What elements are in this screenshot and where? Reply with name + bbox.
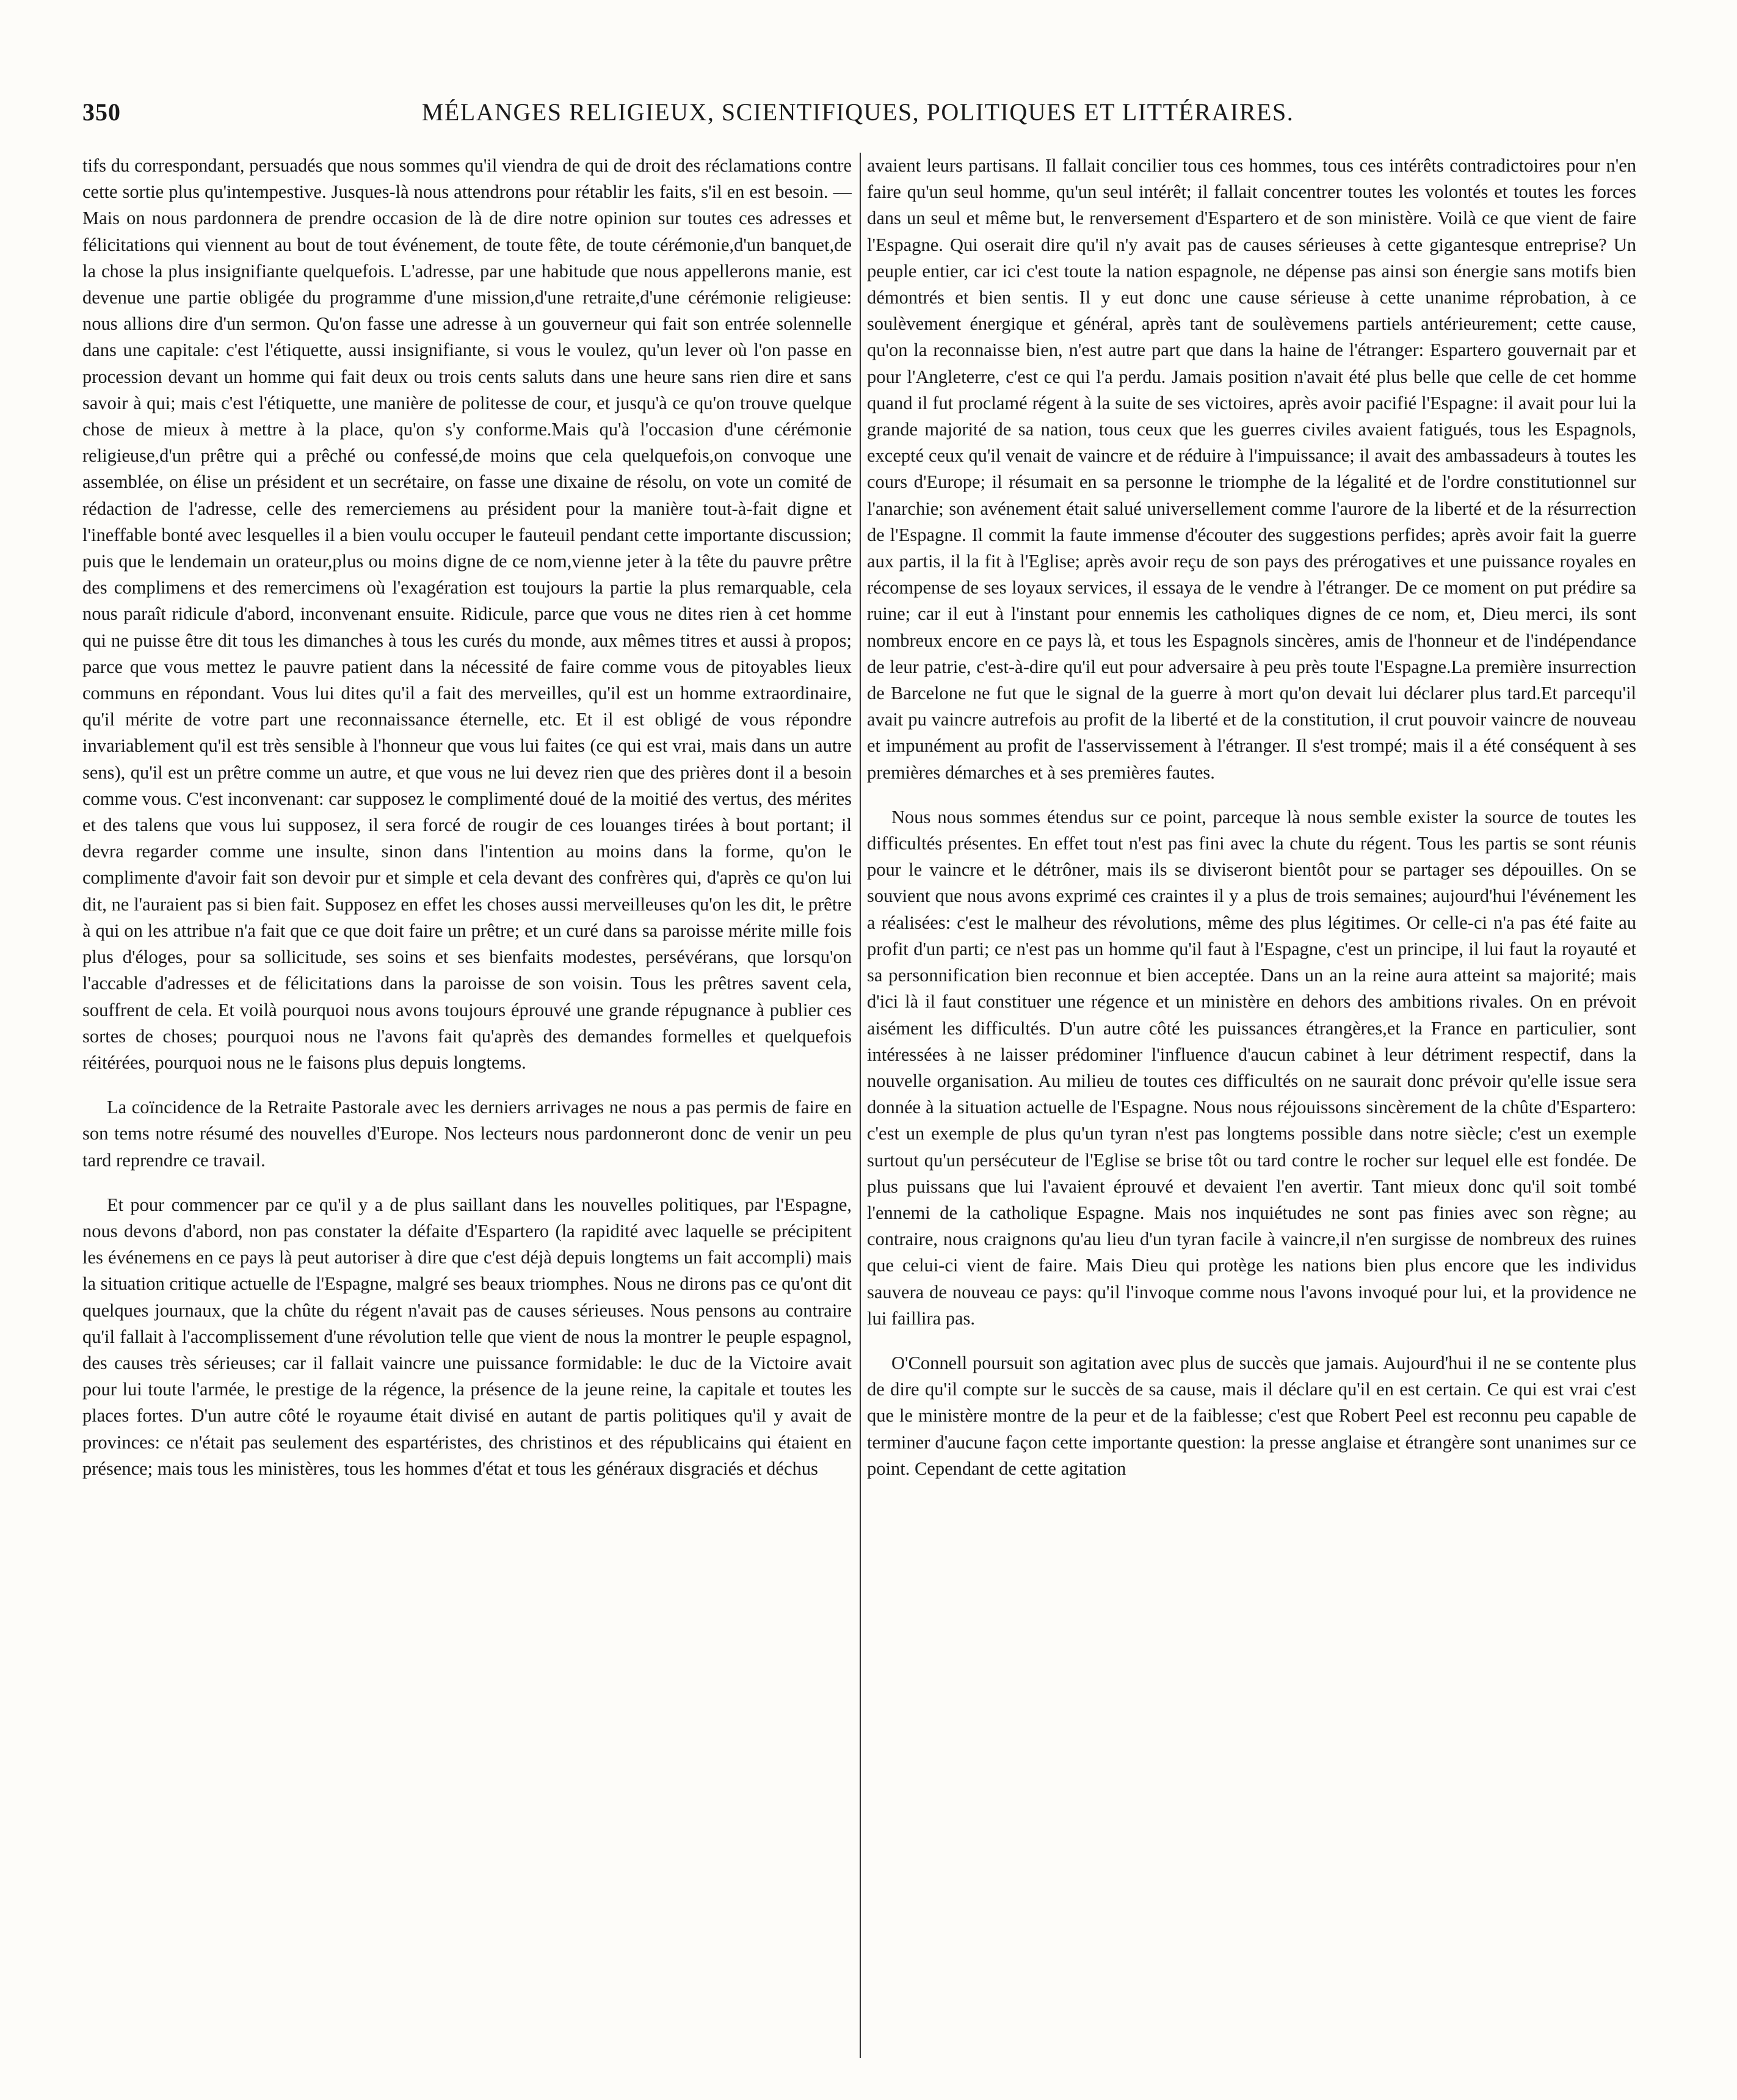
paragraph: Et pour commencer par ce qu'il y a de plus saillant dans les nouvelles politiques, par l'Espagne, nous devons d'abord, non pas constater la défaite d'Espartero (la rapidité avec laquelle se précipitent les événemens en ce pays là peut autoriser à dire que c'est déjà depuis longtems un fait accompli) mais la situation critique actuelle de l'Espagne, malgré ses beaux triomphes. Nous ne dirons pas ce qu'ont dit quelques journaux, que la chûte du régent n'avait pas de causes sérieuses. Nous pensons au contraire qu'il fallait à l'accomplissement d'une révolution telle que vient de nous la montrer le peuple espagnol, des causes très sérieuses; car il fallait vaincre une puissance formidable: le duc de la Victoire avait pour lui toute l'armée, le prestige de la régence, la présence de la jeune reine, la capitale et toutes les places fortes. D'un autre côté le royaume était divisé en autant de partis politiques qu'il y avait de provinces: ce n'était pas seulement des espartéristes, des christinos et des républicains qui étaient en présence; mais tous les ministères, tous les hommes d'état et tous les généraux disgraciés et déchus: [82, 1194, 852, 1479]
paragraph: La coïncidence de la Retraite Pastorale avec les derniers arrivages ne nous a pas permis de faire en son tems notre résumé des nouvelles d'Europe. Nos lecteurs nous pardonneront donc de venir un peu tard reprendre ce travail.: [82, 1097, 852, 1171]
paragraph: O'Connell poursuit son agitation avec plus de succès que jamais. Aujourd'hui il ne se contente plus de dire qu'il compte sur le succès de sa cause, mais il déclare qu'il en est certain. Ce qui est vrai c'est que le ministère montre de la peur et de la faiblesse; c'est que Robert Peel est reconnu peu capable de terminer d'aucune façon cette importante question: la presse anglaise et étrangère sont unanimes sur ce point. Cependant de cette agitation: [867, 1352, 1636, 1479]
running-title: MÉLANGES RELIGIEUX, SCIENTIFIQUES, POLITIQUES ET LITTÉRAIRES.: [421, 98, 1294, 126]
column-divider: [860, 153, 861, 2058]
paragraph: Nous nous sommes étendus sur ce point, parceque là nous semble exister la source de toutes les difficultés présentes. En effet tout n'est pas fini avec la chute du régent. Tous les partis se sont réunis pour le vaincre et le détrôner, mais ils se diviseront bientôt pour se partager ses dépouilles. On se souvient que nous avons exprimé ces craintes il y a plus de trois semaines; aujourd'hui l'événement les a réalisées: c'est le malheur des révolutions, même des plus légitimes. Or celle-ci n'a pas été faite au profit d'un parti; ce n'est pas un homme qu'il faut à l'Espagne, c'est un principe, il lui faut la royauté et sa personnification bien reconnue et bien acceptée. Dans un an la reine aura atteint sa majorité; mais d'ici là il faut constituer une régence et un ministère en dehors des ambitions rivales. On en prévoit aisément les difficultés. D'un autre côté les puissances étrangères,et la France en particulier, sont intéressées à ne laisser prédominer l'influence d'aucun cabinet à leur détriment respectif, dans la nouvelle organisation. Au milieu de toutes ces difficultés on ne saurait donc prévoir qu'elle issue sera donnée à la situation actuelle de l'Espagne. Nous nous réjouissons sincèrement de la chûte d'Espartero: c'est un exemple de plus qu'un tyran n'est pas longtems possible dans notre siècle; c'est un exemple surtout qu'un persécuteur de l'Eglise se brise tôt ou tard contre le rocher sur lequel elle est fondée. De plus puissans que lui l'avaient éprouvé et devaient l'en avertir. Tant mieux donc qu'il soit tombé l'ennemi de la catholique Espagne. Mais nos inquiétudes ne sont pas finies avec son règne; au contraire, nous craignons qu'au lieu d'un tyran facile à vaincre,il n'en surgisse de nombreux des ruines que celui-ci vient de faire. Mais Dieu qui protège les nations bien plus encore que les individus sauvera de nouveau ce pays: qu'il l'invoque comme nous l'avons invoqué pour lui, et la providence ne lui faillira pas.: [867, 806, 1636, 1329]
page-number: 350: [82, 98, 121, 126]
left-column: [82, 153, 852, 2058]
paragraph: tifs du correspondant, persuadés que nous sommes qu'il viendra de qui de droit des réclamations contre cette sortie plus qu'intempestive. Jusques-là nous attendrons pour rétablir les faits, s'il en est besoin. —Mais on nous pardonnera de prendre occasion de là de dire notre opinion sur toutes ces adresses et félicitations qui viennent au bout de tout événement, de toute fête, de toute cérémonie,d'un banquet,de la chose la plus insignifiante quelquefois. L'adresse, par une habitude que nous appellerons manie, est devenue une partie obligée du programme d'une mission,d'une retraite,d'une cérémonie religieuse: nous allions dire d'un sermon. Qu'on fasse une adresse à un gouverneur qui fait son entrée solennelle dans une capitale: c'est l'étiquette, aussi insignifiante, si vous le voulez, qu'un lever où l'on passe en procession devant un homme qui fait deux ou trois cents saluts dans une heure sans rien dire et sans savoir à qui; mais c'est l'étiquette, une manière de politesse de cour, et jusqu'à ce qu'on trouve quelque chose de mieux à mettre à la place, qu'on s'y conforme.Mais qu'à l'occasion d'une cérémonie religieuse,d'un prêtre qui a prêché ou confessé,de moins que cela quelquefois,on convoque une assemblée, on élise un président et un secrétaire, on fasse une dixaine de résolu, on vote un comité de rédaction de l'adresse, celle des remerciemens au président pour la manière tout-à-fait digne et l'ineffable bonté avec lesquelles il a bien voulu occuper le fauteuil pendant cette importante discussion; puis que le lendemain un orateur,plus ou moins digne de ce nom,vienne jeter à la tête du pauvre prêtre des complimens et des remercimens où l'exagération est toujours la partie la plus remarquable, cela nous paraît ridicule d'abord, inconvenant ensuite. Ridicule, parce que vous ne dites rien à cet homme qui ne puisse être dit tous les dimanches à tous les curés du monde, aux mêmes titres et aussi à propos; parce que vous mettez le pauvre patient dans la nécessité de faire comme vous de pitoyables lieux communs en répondant. Vous lui dites qu'il a fait des merveilles, qu'il est un homme extraordinaire, qu'il mérite de votre part une reconnaissance éternelle, etc. Et il est obligé de vous répondre invariablement qu'il est très sensible à l'honneur que vous lui faites (ce qui est vrai, mais dans un autre sens), qu'il est un prêtre comme un autre, et que vous ne lui devez rien que des prières dont il a besoin comme vous. C'est inconvenant: car supposez le complimenté doué de la moitié des vertus, des mérites et des talens que vous lui supposez, il sera forcé de rougir de ces louanges tirées à bout portant; il devra regarder comme une insulte, sinon dans l'intention au moins dans la forme, qu'on le complimente d'avoir fait son devoir pur et simple et cela devant des confrères qui, d'après ce qu'on lui dit, ne l'auraient pas si bien fait. Supposez en effet les choses aussi merveilleuses qu'on les dit, le prêtre à qui on les attribue n'a fait que ce que doit faire un prêtre; et un curé dans sa paroisse mérite mille fois plus d'éloges, pour sa sollicitude, ses soins et ses bienfaits modestes, persévérans, que lorsqu'on l'accable d'adresses et de félicitations dans la paroisse de son voisin. Tous les prêtres savent cela, souffrent de cela. Et voilà pourquoi nous avons toujours éprouvé une grande répugnance à publier ces sortes de choses; pourquoi nous ne l'avons fait qu'après des demandes formelles et quelquefois réitérées, pourquoi nous ne le faisons plus depuis longtems.: [82, 155, 852, 1073]
paragraph: avaient leurs partisans. Il fallait concilier tous ces hommes, tous ces intérêts contradictoires pour n'en faire qu'un seul homme, qu'un seul intérêt; il fallait concentrer toutes les volontés et toutes les forces dans un seul et même but, le renversement d'Espartero et de son ministère. Voilà ce que vient de faire l'Espagne. Qui oserait dire qu'il n'y avait pas de causes sérieuses à cette gigantesque entreprise? Un peuple entier, car ici c'est toute la nation espagnole, ne dépense pas ainsi son énergie sans motifs bien démontrés et bien sentis. Il y eut donc une cause sérieuse à cette unanime réprobation, à ce soulèvement énergique et général, après tant de soulèvemens partiels antérieurement; cette cause, qu'on la reconnaisse bien, n'est autre part que dans la haine de l'étranger: Espartero gouvernait par et pour l'Angleterre, c'est ce qui l'a perdu. Jamais position n'avait été plus belle que celle de cet homme quand il fut proclamé régent à la suite de ses victoires, après avoir pacifié l'Espagne: il avait pour lui la grande majorité de sa nation, tous ceux que les guerres civiles avaient fatigués, tous les Espagnols, excepté ceux qu'il venait de vaincre et de réduire à l'impuissance; il avait des ambassadeurs à toutes les cours d'Europe; il résumait en sa personne le triomphe de la légalité et de l'ordre constitutionnel sur l'anarchie; son avénement était salué universellement comme l'aurore de la liberté et de la résurrection de l'Espagne. Il commit la faute immense d'écouter des suggestions perfides; après avoir fait la guerre aux partis, il la fit à l'Eglise; après avoir reçu de son pays des prérogatives et une puissance royales en récompense de ses loyaux services, il essaya de le vendre à l'étranger. De ce moment on put prédire sa ruine; car il eut à l'instant pour ennemis les catholiques dignes de ce nom, et, Dieu merci, ils sont nombreux encore en ce pays là, et tous les Espagnols sincères, amis de l'honneur et de l'indépendance de leur patrie, c'est-à-dire qu'il eut pour adversaire à peu près toute l'Espagne.La première insurrection de Barcelone ne fut que le signal de la guerre à mort qu'on devait lui déclarer plus tard.Et parcequ'il avait pu vaincre autrefois au profit de la liberté et de la constitution, il crut pouvoir vaincre de nouveau et impunément au profit de l'asservissement à l'étranger. Il s'est trompé; mais il a été conséquent à ses premières démarches et à ses premières fautes.: [867, 155, 1636, 783]
right-column: [867, 153, 1636, 2058]
page-header: [82, 98, 1633, 140]
